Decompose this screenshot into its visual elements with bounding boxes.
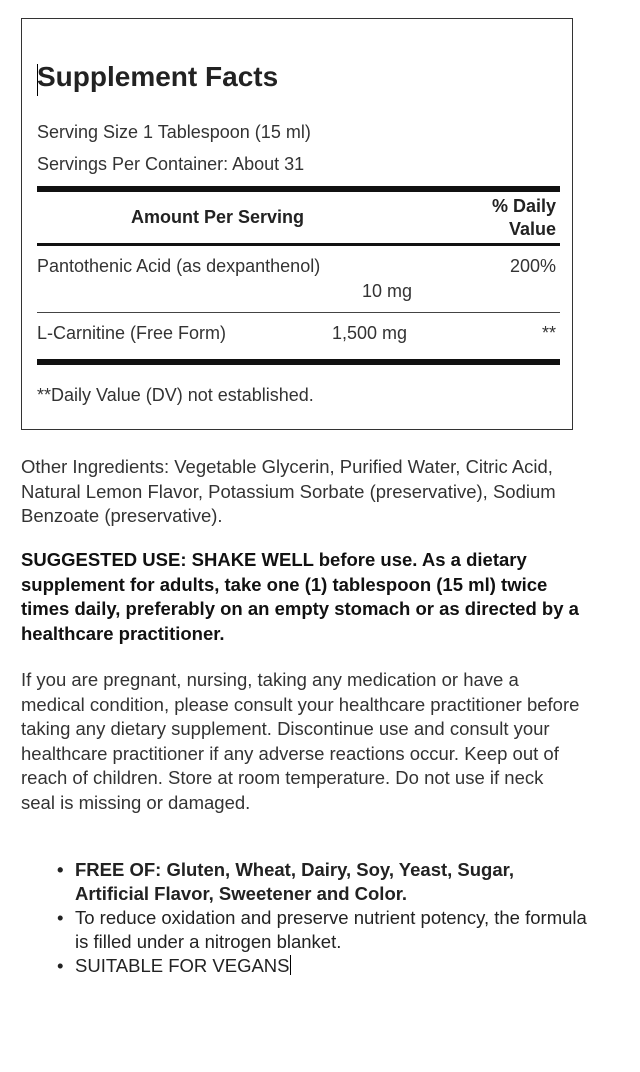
nitrogen-text: To reduce oxidation and preserve nutrient potency, the formula is filled under a nitrogen blanket. — [75, 907, 587, 952]
feature-list — [52, 858, 592, 978]
nutrient-dv: 200% — [509, 256, 556, 276]
nutrient-dv: ** — [541, 323, 556, 343]
supplement-facts-panel — [21, 18, 573, 430]
list-item — [52, 906, 592, 954]
footnote: **Daily Value (DV) not established. — [37, 385, 314, 405]
free-of-text: FREE OF: Gluten, Wheat, Dairy, Soy, Yeast, Sugar, Artificial Flavor, Sweetener and Color. — [75, 859, 514, 904]
warning-text: If you are pregnant, nursing, taking any medication or have a medical condition, please consult your healthcare practitioner before taking any dietary supplement. Discontinue use and consult your healthcare practitioner if any adverse reactions occur. Keep out of reach of children. Store at room temperature. Do not use if neck seal is missing or damaged. — [21, 669, 580, 813]
text-cursor — [290, 955, 291, 975]
header-dv-line1: % Daily — [491, 196, 556, 216]
servings-per-container: Servings Per Container: About 31 — [37, 154, 305, 174]
row-divider — [37, 312, 560, 313]
facts-title: Supplement Facts — [37, 61, 279, 92]
bullet-icon: • — [57, 955, 64, 976]
other-ingredients: Other Ingredients: Vegetable Glycerin, Purified Water, Citric Acid, Natural Lemon Flavor, Potassium Sorbate (preservative), Sodium Benzoate (preservative). — [21, 456, 556, 526]
list-item — [52, 858, 592, 906]
bottom-divider — [37, 359, 560, 365]
suggested-use: SUGGESTED USE: SHAKE WELL before use. As a dietary supplement for adults, take one (1) tablespoon (15 ml) twice times daily, preferably on an empty stomach or as directed by a healthcare practitioner. — [21, 549, 579, 644]
header-divider — [37, 243, 560, 246]
nutrient-amount: 10 mg — [362, 281, 413, 301]
header-amount-per-serving: Amount Per Serving — [131, 207, 305, 227]
bullet-icon: • — [57, 907, 64, 928]
nutrient-name: L-Carnitine (Free Form) — [37, 323, 227, 343]
list-item — [52, 954, 592, 978]
bullet-icon: • — [57, 859, 64, 880]
header-dv-line2: Value — [508, 219, 556, 239]
thick-divider — [37, 186, 560, 192]
vegans-text: SUITABLE FOR VEGANS — [75, 955, 290, 976]
header-daily-value — [492, 195, 556, 241]
nutrient-amount: 1,500 mg — [332, 323, 408, 343]
serving-size: Serving Size 1 Tablespoon (15 ml) — [37, 122, 311, 142]
nutrient-name: Pantothenic Acid (as dexpanthenol) — [37, 256, 321, 276]
